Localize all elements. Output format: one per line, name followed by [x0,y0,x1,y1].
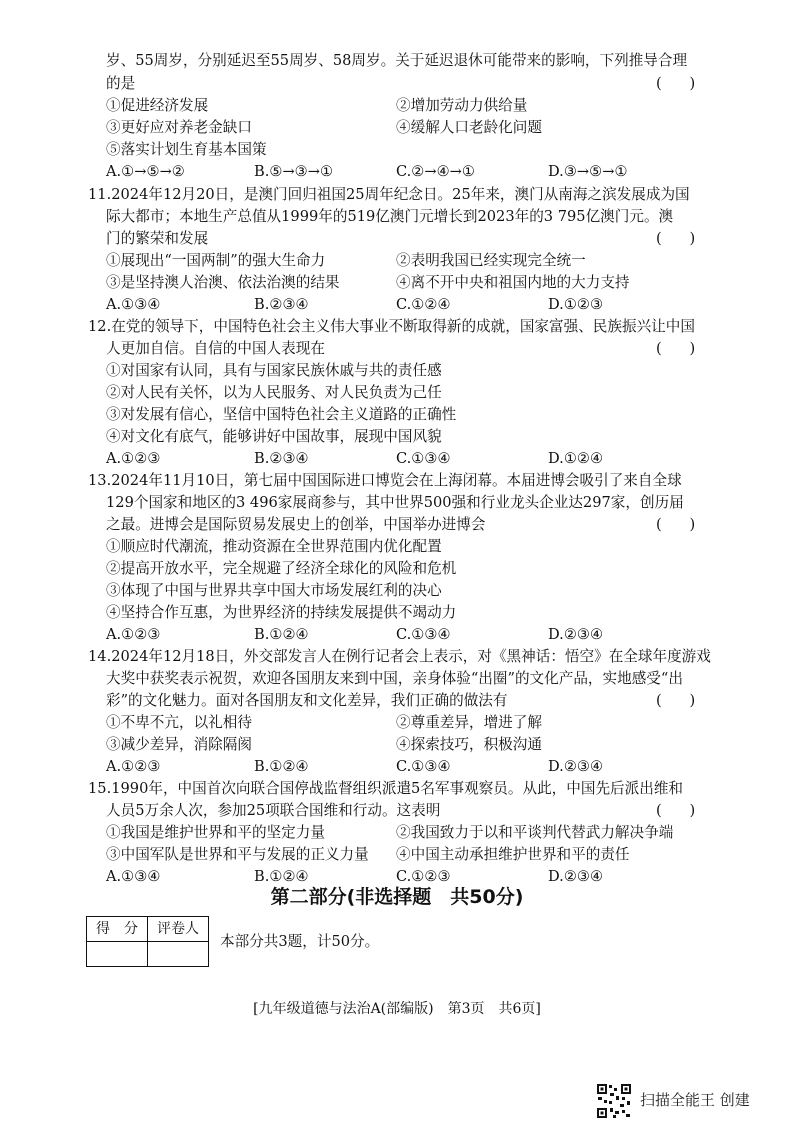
q14-stem-line-3: 彩”的文化魅力。面对各国朋友和文化差异，我们正确的做法有 [106,692,508,709]
q12-choice-d: D.①②④ [548,450,604,467]
q11-answer-blank: ( ) [656,230,696,247]
q14-option-4: ④探索技巧，积极沟通 [396,736,542,753]
q14-option-1: ①不卑不亢，以礼相待 [106,714,252,731]
q15-choice-c: C.①②③ [396,868,451,885]
q14-choice-d: D.②③④ [548,758,604,775]
q11-stem-line-1: 11.2024年12月20日，是澳门回归祖国25周年纪念日。25年来，澳门从南海之滨发展成为国 [88,186,690,203]
q11-choice-d: D.①②③ [548,296,604,313]
q10-stem-line-2: 的是 [106,75,136,92]
q14-option-3: ③减少差异，消除隔阂 [106,736,252,753]
q15-answer-blank: ( ) [656,802,696,819]
q15-option-1: ①我国是维护世界和平的坚定力量 [106,824,325,841]
q13-stem-line-3: 之最。进博会是国际贸易发展史上的创举，中国举办进博会 [106,516,486,533]
q12-choice-c: C.①③④ [396,450,451,467]
q12-choice-a: A.①②③ [106,450,161,467]
q14-choice-c: C.①③④ [396,758,451,775]
q10-choice-c: C.②→④→① [396,163,475,180]
q12-stem-line-2: 人更加自信。自信的中国人表现在 [106,340,325,357]
q15-option-3: ③中国军队是世界和平与发展的正义力量 [106,846,369,863]
q14-choice-a: A.①②③ [106,758,161,775]
q12-option-4: ④对文化有底气，能够讲好中国故事，展现中国风貌 [106,428,442,445]
part2-title: 第二部分(非选择题 共50分) [270,886,524,908]
q15-option-2: ②我国致力于以和平谈判代替武力解决争端 [396,824,674,841]
q15-option-4: ④中国主动承担维护世界和平的责任 [396,846,630,863]
q10-choice-a: A.①→⑤→② [106,163,185,180]
page-footer: [九年级道德与法治A(部编版) 第3页 共6页] [253,1001,541,1017]
q11-choice-b: B.②③④ [254,296,309,313]
q13-choice-c: C.①③④ [396,626,451,643]
q10-choice-d: D.③→⑤→① [548,163,628,180]
q11-stem-line-2: 际大都市；本地生产总值从1999年的519亿澳门元增长到2023年的3 795亿澳门元。澳 [106,208,674,225]
q12-option-2: ②对人民有关怀，以为人民服务、对人民负责为己任 [106,384,442,401]
q14-option-2: ②尊重差异，增进了解 [396,714,542,731]
q11-option-4: ④离不开中央和祖国内地的大力支持 [396,274,630,291]
q12-option-3: ③对发展有信心，坚信中国特色社会主义道路的正确性 [106,406,457,423]
q12-choice-b: B.②③④ [254,450,309,467]
q15-choice-b: B.①②④ [254,868,309,885]
q13-stem-line-1: 13.2024年11月10日，第七届中国国际进口博览会在上海闭幕。本届进博会吸引了来自全球 [88,472,682,489]
q10-option-4: ④缓解人口老龄化问题 [396,119,542,136]
q13-option-4: ④坚持合作互惠，为世界经济的持续发展提供不竭动力 [106,604,457,621]
q11-option-1: ①展现出“一国两制”的强大生命力 [106,252,326,269]
q13-answer-blank: ( ) [656,516,696,533]
q11-stem-line-3: 门的繁荣和发展 [106,230,209,247]
score-table [86,916,209,967]
q15-choice-a: A.①③④ [106,868,161,885]
scanner-watermark: 扫描全能王 创建 [640,1091,750,1109]
q14-choice-b: B.①②④ [254,758,309,775]
q13-choice-d: D.②③④ [548,626,604,643]
q15-stem-line-2: 人员5万余人次，参加25项联合国维和行动。这表明 [106,802,441,819]
q12-option-1: ①对国家有认同，具有与国家民族休戚与共的责任感 [106,362,442,379]
q10-choice-b: B.⑤→③→① [254,163,334,180]
q14-answer-blank: ( ) [656,692,696,709]
q12-answer-blank: ( ) [656,340,696,357]
q10-stem-line-1: 岁、55周岁，分别延迟至55周岁、58周岁。关于延迟退休可能带来的影响，下列推导合理 [106,52,688,69]
q13-choice-a: A.①②③ [106,626,161,643]
q10-answer-blank: ( ) [656,75,696,92]
q13-option-1: ①顺应时代潮流，推动资源在全世界范围内优化配置 [106,538,442,555]
grader-cell[interactable] [148,942,209,967]
q15-stem-line-1: 15.1990年，中国首次向联合国停战监督组织派遣5名军事观察员。从此，中国先后派出维和 [88,780,684,797]
q11-choice-c: C.①②④ [396,296,451,313]
grader-label: 评卷人 [148,917,209,942]
q14-stem-line-1: 14.2024年12月18日，外交部发言人在例行记者会上表示，对《黑神话：悟空》在全球年度游戏 [88,648,711,665]
q13-option-3: ③体现了中国与世界共享中国大市场发展红利的决心 [106,582,442,599]
q10-option-1: ①促进经济发展 [106,97,209,114]
q14-stem-line-2: 大奖中获奖表示祝贺，欢迎各国朋友来到中国，亲身体验“出圈”的文化产品，实地感受“出 [106,670,683,687]
q11-choice-a: A.①③④ [106,296,161,313]
part2-note: 本部分共3题，计50分。 [220,933,380,950]
q11-option-2: ②表明我国已经实现完全统一 [396,252,586,269]
q12-stem-line-1: 12.在党的领导下，中国特色社会主义伟大事业不断取得新的成就，国家富强、民族振兴让中国 [88,318,695,335]
qr-code-icon [596,1083,632,1119]
q11-option-3: ③是坚持澳人治澳、依法治澳的结果 [106,274,340,291]
score-label: 得 分 [87,917,148,942]
q13-stem-line-2: 129个国家和地区的3 496家展商参与，其中世界500强和行业龙头企业达297家，创历届 [106,494,684,511]
q13-choice-b: B.①②④ [254,626,309,643]
q13-option-2: ②提高开放水平，完全规避了经济全球化的风险和危机 [106,560,457,577]
q10-option-2: ②增加劳动力供给量 [396,97,528,114]
score-cell[interactable] [87,942,148,967]
q10-option-3: ③更好应对养老金缺口 [106,119,252,136]
q15-choice-d: D.②③④ [548,868,604,885]
q10-option-5: ⑤落实计划生育基本国策 [106,141,267,158]
